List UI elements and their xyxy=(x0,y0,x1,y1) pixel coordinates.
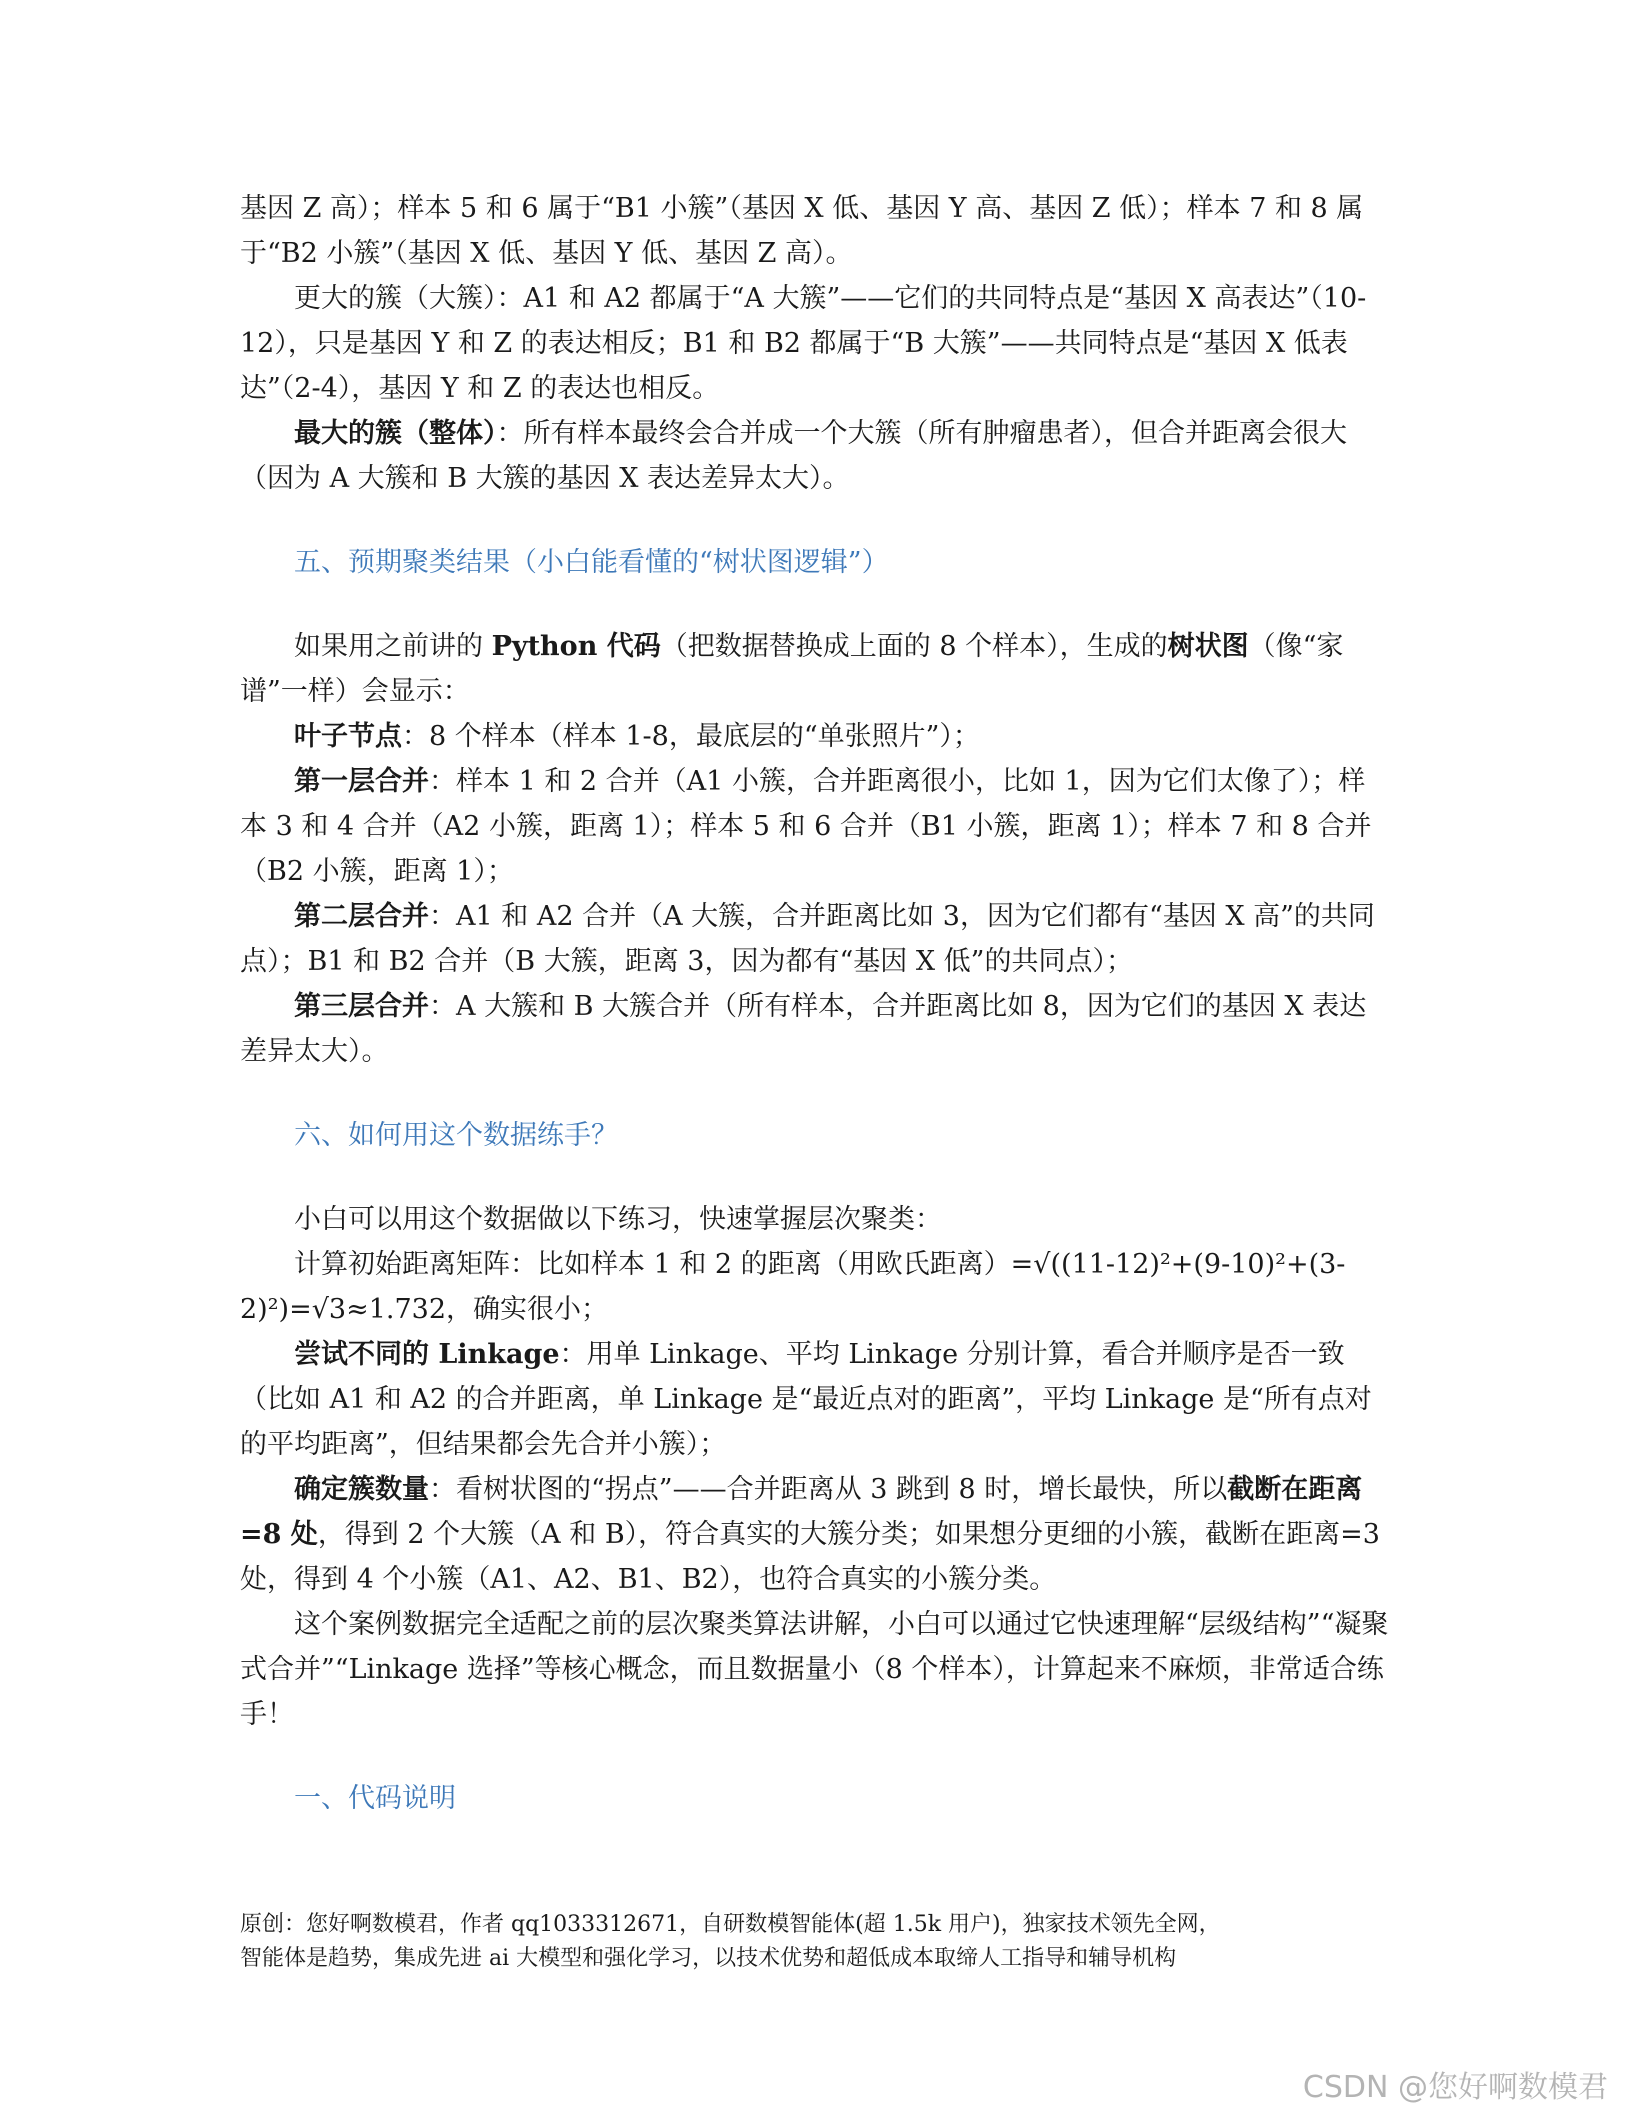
footer-note xyxy=(240,1908,1392,1976)
document-body xyxy=(240,186,1392,1821)
paragraph-text: ：样本 1 和 2 合并（A1 小簇，合并距离很小，比如 1，因为它们太像了）；样本 3 和 4 合并（A2 小簇，距离 1）；样本 5 和 6 合并（B1 小簇，距离 1）；样本 7 和 8 合并（B2 小簇，距离 1）； xyxy=(240,766,1372,887)
paragraph-text: ，得到 2 个大簇（A 和 B），符合真实的大簇分类；如果想分更细的小簇，截断在距离=3 处，得到 4 个小簇（A1、A2、B1、B2），也符合真实的小簇分类。 xyxy=(240,1519,1380,1595)
paragraph-leaf-nodes xyxy=(240,714,1392,759)
paragraph-text: ：8 个样本（样本 1-8，最底层的“单张照片”）； xyxy=(402,721,980,752)
paragraph-summary: 这个案例数据完全适配之前的层次聚类算法讲解，小白可以通过它快速理解“层级结构”“凝聚式合并”“Linkage 选择”等核心概念，而且数据量小（8 个样本），计算起来不麻烦，非常适合练手！ xyxy=(240,1609,1389,1730)
bold-term: 树状图 xyxy=(1167,631,1249,662)
section-heading-1: 一、代码说明 xyxy=(294,1783,456,1814)
bold-term: 尝试不同的 Linkage xyxy=(294,1339,560,1370)
paragraph-text: （把数据替换成上面的 8 个样本），生成的 xyxy=(660,631,1168,662)
bold-term: 第二层合并 xyxy=(294,901,429,932)
paragraph-level-1 xyxy=(240,759,1392,894)
paragraph-practice-intro: 小白可以用这个数据做以下练习，快速掌握层次聚类： xyxy=(294,1204,942,1235)
bold-term: 第一层合并 xyxy=(294,766,429,797)
paragraph-text: ：所有样本最终会合并成一个大簇（所有肿瘤患者），但合并距离会很大（因为 A 大簇和 B 大簇的基因 X 表达差异太大）。 xyxy=(240,418,1347,494)
paragraph-cluster-count xyxy=(240,1467,1392,1602)
bold-term: 叶子节点 xyxy=(294,721,402,752)
paragraph-intro-dendrogram xyxy=(240,624,1392,714)
footer-line: 智能体是趋势，集成先进 ai 大模型和强化学习，以技术优势和超低成本取缔人工指导和辅导机构 xyxy=(240,1946,1177,1971)
bold-term: 第三层合并 xyxy=(294,991,429,1022)
paragraph-text: （像“家谱”一样）会显示： xyxy=(240,631,1344,707)
paragraph-text: ：A1 和 A2 合并（A 大簇，合并距离比如 3，因为它们都有“基因 X 高”的共同点）；B1 和 B2 合并（B 大簇，距离 3，因为都有“基因 X 低”的共同点）； xyxy=(240,901,1375,977)
paragraph-whole-cluster xyxy=(240,411,1392,501)
paragraph-text: ：A 大簇和 B 大簇合并（所有样本，合并距离比如 8，因为它们的基因 X 表达差异太大）。 xyxy=(240,991,1367,1067)
bold-term: 截断在距离=8 处 xyxy=(240,1474,1363,1550)
section-heading-5: 五、预期聚类结果（小白能看懂的“树状图逻辑”） xyxy=(294,547,889,578)
paragraph-level-2 xyxy=(240,894,1392,984)
paragraph-text: ：用单 Linkage、平均 Linkage 分别计算，看合并顺序是否一致（比如 A1 和 A2 的合并距离，单 Linkage 是“最近点对的距离”，平均 Linkage 是“所有点对的平均距离”，但结果都会先合并小簇）； xyxy=(240,1339,1372,1460)
paragraph-large-clusters: 更大的簇（大簇）：A1 和 A2 都属于“A 大簇”——它们的共同特点是“基因 X 高表达”（10-12），只是基因 Y 和 Z 的表达相反；B1 和 B2 都属于“B 大簇”——共同特点是“基因 X 低表达”（2-4），基因 Y 和 Z 的表达也相反。 xyxy=(240,283,1367,404)
paragraph-text: ：看树状图的“拐点”——合并距离从 3 跳到 8 时，增长最快，所以 xyxy=(429,1474,1228,1505)
csdn-watermark: CSDN @您好啊数模君 xyxy=(1302,2070,1608,2105)
footer-line: 原创：您好啊数模君，作者 qq1033312671，自研数模智能体(超 1.5k 用户)，独家技术领先全网， xyxy=(240,1912,1221,1937)
paragraph-level-3 xyxy=(240,984,1392,1074)
paragraph-text: 如果用之前讲的 xyxy=(294,631,492,662)
section-heading-6: 六、如何用这个数据练手？ xyxy=(294,1120,618,1151)
bold-term: Python 代码 xyxy=(491,631,661,662)
paragraph-linkage xyxy=(240,1332,1392,1467)
paragraph-distance-matrix: 计算初始距离矩阵：比如样本 1 和 2 的距离（用欧氏距离）=√((11-12)²+(9-10)²+(3-2)²)=√3≈1.732，确实很小； xyxy=(240,1249,1346,1325)
paragraph-small-clusters: 基因 Z 高）；样本 5 和 6 属于“B1 小簇”（基因 X 低、基因 Y 高、基因 Z 低）；样本 7 和 8 属于“B2 小簇”（基因 X 低、基因 Y 低、基因 Z 高）。 xyxy=(240,193,1364,269)
bold-term: 最大的簇（整体） xyxy=(294,418,497,449)
bold-term: 确定簇数量 xyxy=(294,1474,429,1505)
